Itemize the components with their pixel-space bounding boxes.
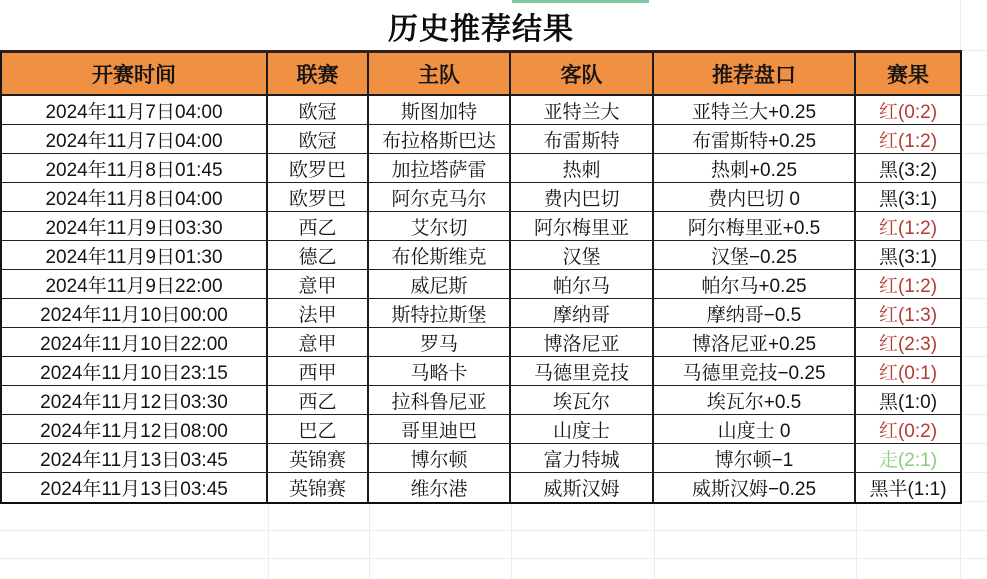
cell-league[interactable]: 英锦赛	[268, 473, 369, 502]
cell-away[interactable]: 亚特兰大	[511, 96, 654, 124]
cell-league[interactable]: 欧罗巴	[268, 183, 369, 211]
cell-home[interactable]: 阿尔克马尔	[369, 183, 511, 211]
gridline	[960, 0, 961, 50]
cell-away[interactable]: 埃瓦尔	[511, 386, 654, 414]
gridline	[960, 504, 961, 579]
gridline	[268, 504, 269, 579]
cell-time[interactable]: 2024年11月10日00:00	[2, 299, 268, 327]
header-cell-home[interactable]: 主队	[369, 53, 511, 94]
gridline	[0, 530, 987, 531]
cell-handicap[interactable]: 热刺+0.25	[654, 154, 856, 182]
cell-result[interactable]: 红(0:1)	[878, 362, 938, 384]
cell-home[interactable]: 布拉格斯巴达	[369, 125, 511, 153]
cell-time[interactable]: 2024年11月9日01:30	[2, 241, 268, 269]
cell-home[interactable]: 艾尔切	[369, 212, 511, 240]
cell-away[interactable]: 山度士	[511, 415, 654, 443]
cell-time[interactable]: 2024年11月13日03:45	[2, 444, 268, 472]
cell-away[interactable]: 摩纳哥	[511, 299, 654, 327]
header-cell-result[interactable]: 赛果	[887, 63, 929, 87]
cell-handicap[interactable]: 马德里竞技−0.25	[654, 357, 856, 385]
cell-league[interactable]: 法甲	[268, 299, 369, 327]
gridline	[962, 95, 987, 504]
cell-home[interactable]: 加拉塔萨雷	[369, 154, 511, 182]
table-row	[2, 183, 960, 212]
table-row	[2, 299, 960, 328]
cell-result[interactable]: 红(0:2)	[878, 420, 938, 442]
cell-result[interactable]: 红(0:2)	[878, 101, 938, 123]
cell-home[interactable]: 布伦斯维克	[369, 241, 511, 269]
cell-handicap[interactable]: 摩纳哥−0.5	[654, 299, 856, 327]
gridline	[511, 504, 512, 579]
cell-time[interactable]: 2024年11月7日04:00	[2, 96, 268, 124]
cell-away[interactable]: 马德里竞技	[511, 357, 654, 385]
cell-result[interactable]: 黑(3:2)	[878, 159, 938, 181]
cell-time[interactable]: 2024年11月10日23:15	[2, 357, 268, 385]
cell-away[interactable]: 费内巴切	[511, 183, 654, 211]
table-row	[2, 241, 960, 270]
cell-league[interactable]: 西乙	[268, 212, 369, 240]
cell-handicap[interactable]: 威斯汉姆−0.25	[654, 473, 856, 502]
cell-league[interactable]: 欧罗巴	[268, 154, 369, 182]
cell-home[interactable]: 马略卡	[369, 357, 511, 385]
cell-time[interactable]: 2024年11月8日04:00	[2, 183, 268, 211]
cell-away[interactable]: 阿尔梅里亚	[511, 212, 654, 240]
cell-time[interactable]: 2024年11月12日08:00	[2, 415, 268, 443]
gridline	[0, 558, 987, 559]
cell-league[interactable]: 欧冠	[268, 125, 369, 153]
cell-home[interactable]: 哥里迪巴	[369, 415, 511, 443]
cell-result[interactable]: 红(1:2)	[878, 217, 938, 239]
table-row	[2, 415, 960, 444]
cell-home[interactable]: 维尔港	[369, 473, 511, 502]
header-cell-time[interactable]: 开赛时间	[2, 53, 268, 94]
cell-home[interactable]: 斯图加特	[369, 96, 511, 124]
cell-away[interactable]: 博洛尼亚	[511, 328, 654, 356]
cell-time[interactable]: 2024年11月12日03:30	[2, 386, 268, 414]
cell-selection-indicator	[512, 0, 649, 3]
cell-home[interactable]: 罗马	[369, 328, 511, 356]
table-row	[2, 357, 960, 386]
cell-league[interactable]: 巴乙	[268, 415, 369, 443]
cell-handicap[interactable]: 帕尔马+0.25	[654, 270, 856, 298]
cell-home[interactable]: 拉科鲁尼亚	[369, 386, 511, 414]
table-row	[2, 386, 960, 415]
cell-result[interactable]: 红(1:2)	[878, 130, 938, 152]
header-cell-away[interactable]: 客队	[511, 53, 654, 94]
page-title: 历史推荐结果	[388, 13, 574, 46]
cell-handicap[interactable]: 埃瓦尔+0.5	[654, 386, 856, 414]
cell-time[interactable]: 2024年11月10日22:00	[2, 328, 268, 356]
cell-result[interactable]: 黑(3:1)	[878, 246, 938, 268]
cell-time[interactable]: 2024年11月8日01:45	[2, 154, 268, 182]
cell-time[interactable]: 2024年11月9日03:30	[2, 212, 268, 240]
gridline	[962, 50, 987, 51]
cell-league[interactable]: 英锦赛	[268, 444, 369, 472]
cell-league[interactable]: 意甲	[268, 328, 369, 356]
gridline	[369, 504, 370, 579]
cell-away[interactable]: 布雷斯特	[511, 125, 654, 153]
cell-result[interactable]: 红(2:3)	[878, 333, 938, 355]
cell-result[interactable]: 走(2:1)	[878, 449, 938, 471]
table-row	[2, 125, 960, 154]
table-header-row	[2, 53, 960, 96]
table-row	[2, 473, 960, 502]
cell-handicap[interactable]: 费内巴切 0	[654, 183, 856, 211]
table-row	[2, 444, 960, 473]
cell-handicap[interactable]: 汉堡−0.25	[654, 241, 856, 269]
table-body	[2, 96, 960, 502]
cell-away[interactable]: 威斯汉姆	[511, 473, 654, 502]
cell-league[interactable]: 欧冠	[268, 96, 369, 124]
table-row	[2, 212, 960, 241]
cell-handicap[interactable]: 阿尔梅里亚+0.5	[654, 212, 856, 240]
table-row	[2, 328, 960, 357]
gridline	[856, 504, 857, 579]
cell-home[interactable]: 威尼斯	[369, 270, 511, 298]
cell-handicap[interactable]: 博尔顿−1	[654, 444, 856, 472]
results-table	[0, 50, 962, 504]
cell-league[interactable]: 德乙	[268, 241, 369, 269]
cell-time[interactable]: 2024年11月9日22:00	[2, 270, 268, 298]
cell-result[interactable]: 黑(1:0)	[878, 391, 938, 413]
cell-result[interactable]: 黑(3:1)	[878, 188, 938, 210]
cell-league[interactable]: 西乙	[268, 386, 369, 414]
cell-result[interactable]: 红(1:3)	[878, 304, 938, 326]
cell-handicap[interactable]: 亚特兰大+0.25	[654, 96, 856, 124]
cell-away[interactable]: 帕尔马	[511, 270, 654, 298]
cell-handicap[interactable]: 山度士 0	[654, 415, 856, 443]
cell-result[interactable]: 红(1:2)	[878, 275, 938, 297]
cell-league[interactable]: 西甲	[268, 357, 369, 385]
cell-time[interactable]: 2024年11月7日04:00	[2, 125, 268, 153]
header-cell-handicap[interactable]: 推荐盘口	[654, 53, 856, 94]
cell-result[interactable]: 黑半(1:1)	[869, 479, 947, 500]
cell-time[interactable]: 2024年11月13日03:45	[2, 473, 268, 502]
cell-away[interactable]: 汉堡	[511, 241, 654, 269]
cell-handicap[interactable]: 博洛尼亚+0.25	[654, 328, 856, 356]
cell-handicap[interactable]: 布雷斯特+0.25	[654, 125, 856, 153]
cell-home[interactable]: 斯特拉斯堡	[369, 299, 511, 327]
cell-away[interactable]: 热刺	[511, 154, 654, 182]
table-row	[2, 96, 960, 125]
header-cell-league[interactable]: 联赛	[268, 53, 369, 94]
gridline	[654, 504, 655, 579]
cell-league[interactable]: 意甲	[268, 270, 369, 298]
cell-away[interactable]: 富力特城	[511, 444, 654, 472]
table-row	[2, 270, 960, 299]
table-row	[2, 154, 960, 183]
cell-home[interactable]: 博尔顿	[369, 444, 511, 472]
